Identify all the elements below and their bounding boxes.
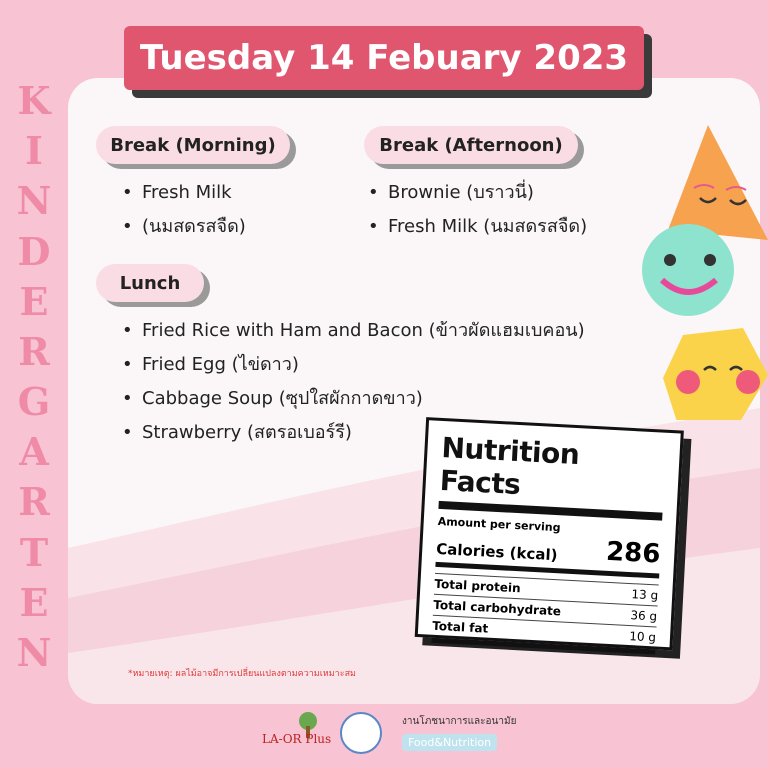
side-letter: I bbox=[25, 128, 43, 174]
side-letter: N bbox=[16, 178, 52, 224]
side-letter: R bbox=[18, 479, 50, 525]
food-nutrition-tag: Food&Nutrition bbox=[402, 734, 497, 751]
side-letter: T bbox=[19, 529, 49, 575]
list-item bbox=[120, 210, 246, 244]
break-afternoon-list bbox=[366, 176, 587, 244]
nutrition-title: Nutrition Facts bbox=[439, 431, 581, 502]
list-item: • Strawberry (สตรอเบอร์รี) bbox=[120, 416, 585, 450]
break-afternoon-label: Break (Afternoon) bbox=[364, 126, 578, 164]
break-morning-list bbox=[120, 176, 246, 244]
round-face-icon bbox=[642, 224, 734, 316]
la-or-plus-logo: LA-OR Plus bbox=[262, 732, 332, 746]
list-item-thai: • (นมสดรสจืด) bbox=[142, 216, 246, 237]
list-item: • Cabbage Soup (ซุปใสผักกาดขาว) bbox=[120, 382, 585, 416]
calories-label: Calories (kcal) bbox=[435, 539, 558, 565]
footnote: *หมายเหตุ: ผลไม้อาจมีการเปลี่ยนแปลงตามความเหมาะสม bbox=[128, 669, 356, 679]
side-letter: G bbox=[17, 379, 51, 425]
kindergarten-vertical-text bbox=[14, 78, 54, 675]
side-letter: A bbox=[19, 429, 49, 475]
list-item: • Fresh Milk bbox=[120, 176, 246, 210]
nutrient-label: Total protein bbox=[434, 576, 521, 596]
calories-value: 286 bbox=[605, 536, 662, 570]
list-item: • Brownie (บราวนี่) bbox=[366, 176, 587, 210]
side-letter: K bbox=[17, 78, 51, 123]
page-title: Tuesday 14 Febuary 2023 bbox=[124, 26, 644, 90]
nutrition-facts-label bbox=[414, 417, 694, 661]
nutrient-value: 36 g bbox=[630, 608, 658, 624]
school-seal-icon bbox=[340, 712, 382, 754]
lunch-label: Lunch bbox=[96, 264, 204, 302]
footer bbox=[0, 712, 768, 762]
amount-per-serving: Amount per serving bbox=[437, 514, 561, 535]
break-morning-label: Break (Morning) bbox=[96, 126, 290, 164]
list-item: • Fresh Milk (นมสดรสจืด) bbox=[366, 210, 587, 244]
triangle-face-icon bbox=[668, 125, 768, 240]
side-letter: E bbox=[19, 579, 49, 625]
nutrient-value: 13 g bbox=[631, 587, 659, 603]
nutrition-facts-panel bbox=[415, 417, 684, 650]
cartoon-characters bbox=[638, 120, 768, 420]
nutrient-value: 10 g bbox=[628, 629, 657, 645]
list-item: • Fried Rice with Ham and Bacon (ข้าวผัดแฮมเบคอน) bbox=[120, 314, 585, 348]
nutrient-label: Total fat bbox=[431, 618, 489, 636]
department-name: งานโภชนาการและอนามัย bbox=[402, 716, 517, 727]
side-letter: D bbox=[17, 228, 51, 274]
side-letter: R bbox=[18, 328, 50, 374]
side-letter: N bbox=[16, 629, 52, 675]
side-letter: E bbox=[19, 278, 49, 324]
hexagon-face-icon bbox=[663, 328, 768, 420]
list-item: • Fried Egg (ไข่ดาว) bbox=[120, 348, 585, 382]
nutrient-label: Total carbohydrate bbox=[433, 597, 562, 619]
